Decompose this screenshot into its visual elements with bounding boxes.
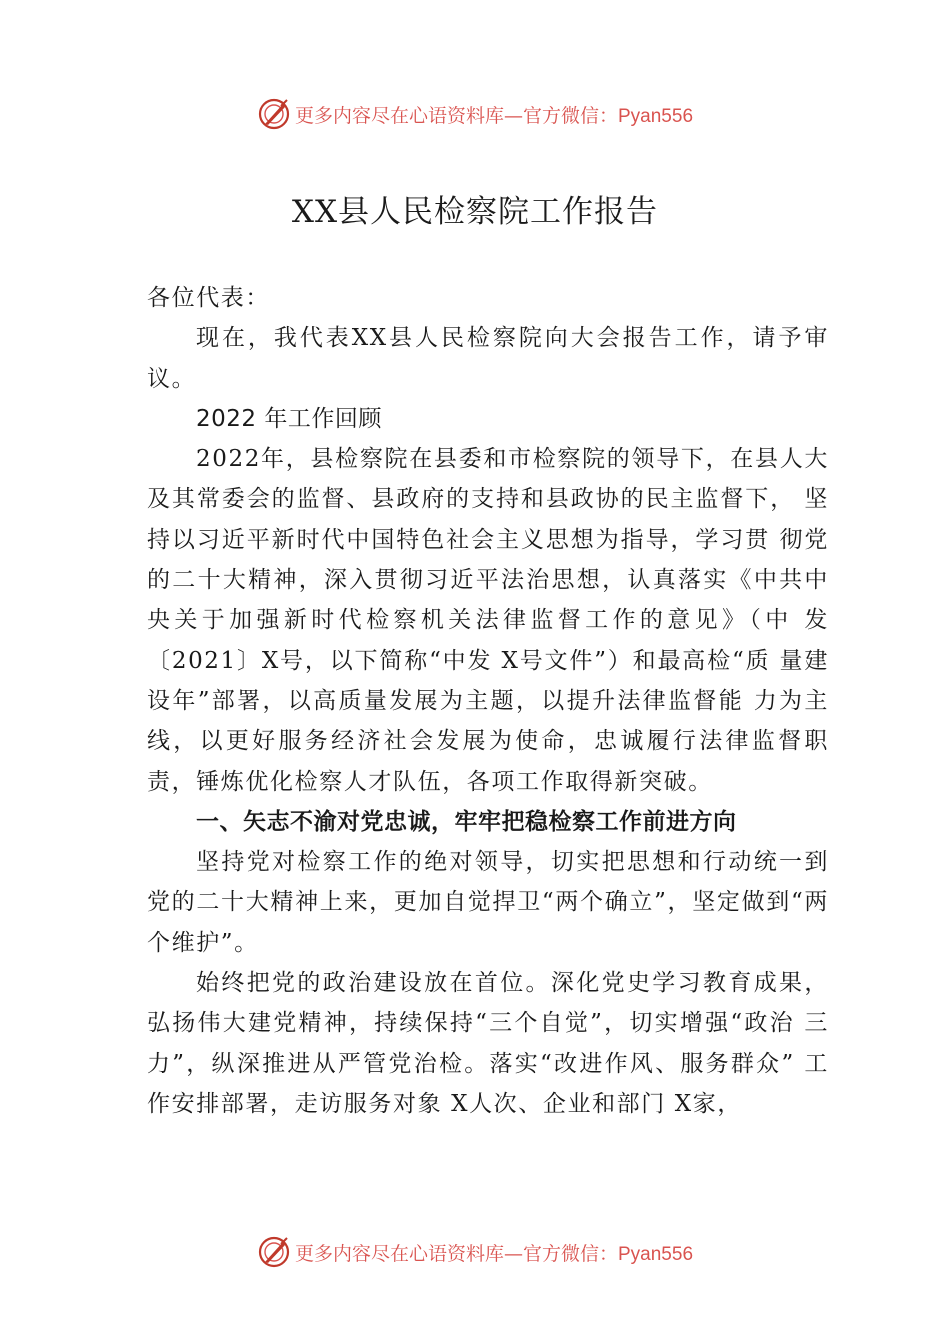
watermark-banner-bottom — [0, 1232, 950, 1272]
section-review-heading: 2022 年工作回顾 — [196, 405, 382, 432]
quill-logo-icon — [257, 97, 291, 131]
review-paragraph: 2022年，县检察院在县委和市检察院的领导下，在县人大及其常委会的监督、县政府的支持和县政协的民主监督下， 坚持以习近平新时代中国特色社会主义思想为指导，学习贯 彻党的二十大精神，深入贯彻习近平法治思想，认真落实《中共中央关于加强新时代检察机关法律监督工作的意见》（中 发〔2021〕X号，以下简称“中发 X号文件”）和最高检“质 量建设年”部署，以高质量发展为主题，以提升法律监督能 力为主线，以更好服务经济社会发展为使命，忠诚履行法律监督职责，锤炼优化检察人才队伍，各项工作取得新突破。 — [147, 446, 829, 795]
intro-paragraph: 现在，我代表XX县人民检察院向大会报告工作，请予审议。 — [147, 325, 829, 392]
document-body — [147, 278, 829, 1124]
section-one-paragraph-1: 坚持党对检察工作的绝对领导，切实把思想和行动统一到党的二十大精神上来，更加自觉捍卫“两个确立”，坚定做到“两个维护”。 — [147, 849, 829, 956]
watermark-banner-top — [0, 94, 950, 134]
section-one-heading: 一、矢志不渝对党忠诚，牢牢把稳检察工作前进方向 — [196, 808, 737, 835]
salutation: 各位代表： — [147, 285, 270, 311]
quill-logo-icon — [257, 1235, 291, 1269]
watermark-text: 更多内容尽在心语资料库—官方微信：Pyan556 — [294, 1242, 694, 1265]
section-one-paragraph-2: 始终把党的政治建设放在首位。深化党史学习教育成果，弘扬伟大建党精神，持续保持“三个自觉”，切实增强“政治 三力”，纵深推进从严管党治检。落实“改进作风、服务群众” 工作安排部署，走访服务对象 X人次、企业和部门 X家， — [147, 970, 829, 1117]
watermark-text: 更多内容尽在心语资料库—官方微信：Pyan556 — [294, 104, 694, 127]
document-title: XX县人民检察院工作报告 — [291, 194, 659, 230]
